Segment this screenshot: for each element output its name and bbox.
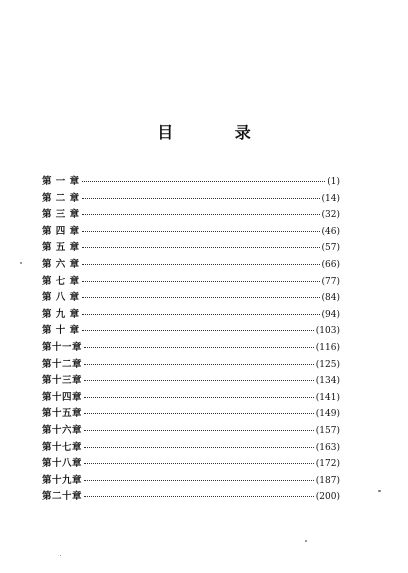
toc-page-number: (157) — [315, 425, 340, 436]
toc-leader-dots — [84, 397, 314, 398]
toc-leader-dots — [84, 380, 314, 381]
toc-entry[interactable] — [42, 306, 340, 323]
toc-chapter-label: 第 五 章 — [42, 242, 80, 254]
toc-chapter-label: 第十三章 — [42, 375, 83, 387]
toc-page-number: (94) — [321, 309, 340, 320]
page-title: 目 录 — [157, 123, 279, 142]
toc-entry[interactable] — [42, 389, 340, 406]
toc-entry[interactable] — [42, 322, 340, 339]
toc-chapter-label: 第 十 章 — [42, 325, 80, 337]
toc-leader-dots — [82, 247, 320, 248]
toc-leader-dots — [84, 463, 314, 464]
toc-page-number: (200) — [315, 492, 340, 503]
toc-chapter-label: 第 四 章 — [42, 225, 80, 237]
toc-page-number: (1) — [327, 177, 340, 187]
toc-page-number: (57) — [321, 243, 340, 254]
toc-leader-dots — [84, 347, 314, 348]
toc-page-number: (103) — [315, 326, 340, 337]
toc-page-number: (77) — [321, 276, 340, 287]
toc-chapter-label: 第二十章 — [42, 491, 83, 503]
toc-leader-dots — [82, 198, 320, 199]
toc-page-number: (66) — [321, 259, 340, 270]
toc-leader-dots — [82, 181, 326, 182]
toc-page-number: (14) — [321, 193, 340, 204]
toc-page-number: (116) — [315, 342, 340, 353]
toc-entry[interactable] — [42, 472, 340, 489]
toc-chapter-label: 第 九 章 — [42, 308, 80, 320]
toc-entry[interactable] — [42, 372, 340, 389]
table-of-contents — [42, 173, 340, 505]
toc-leader-dots — [82, 297, 320, 298]
toc-entry[interactable] — [42, 289, 340, 306]
scan-speck — [20, 262, 22, 264]
toc-entry[interactable] — [42, 405, 340, 422]
toc-entry[interactable] — [42, 173, 340, 190]
toc-entry[interactable] — [42, 223, 340, 240]
toc-chapter-label: 第十九章 — [42, 474, 83, 486]
toc-page-number: (134) — [315, 376, 340, 387]
toc-page-number: (172) — [315, 459, 340, 470]
scan-speck — [305, 540, 307, 542]
scan-speck — [60, 555, 61, 556]
toc-chapter-label: 第十五章 — [42, 408, 83, 420]
toc-chapter-label: 第十八章 — [42, 458, 83, 470]
toc-entry[interactable] — [42, 339, 340, 356]
toc-leader-dots — [82, 330, 314, 331]
toc-page-number: (163) — [315, 442, 340, 453]
toc-page-number: (125) — [315, 359, 340, 370]
toc-chapter-label: 第 一 章 — [42, 176, 80, 187]
toc-leader-dots — [84, 480, 314, 481]
toc-chapter-label: 第 七 章 — [42, 275, 80, 287]
toc-chapter-label: 第十一章 — [42, 341, 83, 353]
toc-entry[interactable] — [42, 206, 340, 223]
toc-chapter-label: 第十四章 — [42, 391, 83, 403]
toc-leader-dots — [84, 430, 314, 431]
toc-page-number: (46) — [321, 226, 340, 237]
toc-leader-dots — [84, 447, 314, 448]
toc-entry[interactable] — [42, 455, 340, 472]
toc-leader-dots — [82, 231, 320, 232]
toc-entry[interactable] — [42, 356, 340, 373]
toc-leader-dots — [84, 364, 314, 365]
scan-speck — [378, 490, 381, 492]
toc-chapter-label: 第 六 章 — [42, 258, 80, 270]
toc-entry[interactable] — [42, 273, 340, 290]
toc-page-number: (32) — [321, 210, 340, 221]
toc-leader-dots — [84, 496, 314, 497]
toc-entry[interactable] — [42, 439, 340, 456]
toc-entry[interactable] — [42, 239, 340, 256]
toc-leader-dots — [84, 413, 314, 414]
toc-entry[interactable] — [42, 256, 340, 273]
toc-entry[interactable] — [42, 488, 340, 505]
toc-chapter-label: 第十二章 — [42, 358, 83, 370]
toc-chapter-label: 第十七章 — [42, 441, 83, 453]
toc-entry[interactable] — [42, 190, 340, 207]
toc-chapter-label: 第 八 章 — [42, 292, 80, 304]
toc-chapter-label: 第十六章 — [42, 424, 83, 436]
toc-chapter-label: 第 三 章 — [42, 209, 80, 221]
toc-entry[interactable] — [42, 422, 340, 439]
toc-page-number: (149) — [315, 409, 340, 420]
toc-leader-dots — [82, 214, 320, 215]
toc-leader-dots — [82, 264, 320, 265]
toc-page-number: (84) — [321, 293, 340, 304]
toc-leader-dots — [82, 314, 320, 315]
toc-page-number: (187) — [315, 475, 340, 486]
toc-chapter-label: 第 二 章 — [42, 192, 80, 204]
toc-page-number: (141) — [315, 392, 340, 403]
toc-leader-dots — [82, 281, 320, 282]
